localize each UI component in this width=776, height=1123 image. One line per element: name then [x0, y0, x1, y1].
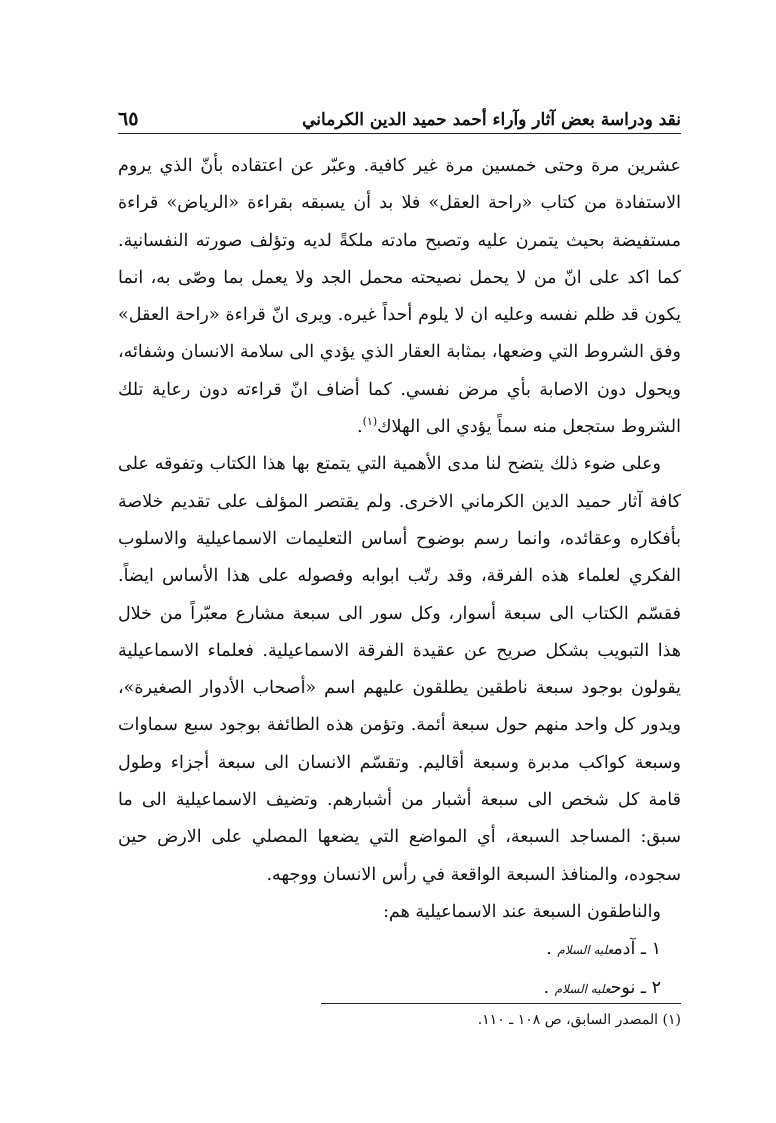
- paragraph: عشرين مرة وحتى خمسين مرة غير كافية. وعبّر عن اعتقاده بأنّ الذي يروم الاستفادة من كتاب «راحة العقل» فلا بد أن يسبقه بقراءة «الرياض» قراءة مستفيضة بحيث يتمرن عليه وتصبح مادته ملكةً لديه وتؤلف صورته النفسانية. كما اكد على انّ من لا يحمل نصيحته محمل الجد ولا يعمل بما وصّى به، انما يكون قد ظلم نفسه وعليه ان لا يلوم أحداً غيره. ويرى انّ قراءة «راحة العقل» وفق الشروط التي وضعها، بمثابة العقار الذي يؤدي الى سلامة الانسان وشفائه، ويحول دون الاصابة بأي مرض نفسي. كما أضاف انّ قراءته دون رعاية تلك الشروط ستجعل منه سماً يؤدي الى الهلاك$^{(١)}$.: [118, 156, 681, 438]
- paragraph: والناطقون السبعة عند الاسماعيلية هم:: [383, 901, 661, 922]
- list-item-label: ٢ ـ نوح: [610, 977, 661, 998]
- running-title: نقد ودراسة بعض آثار وآراء أحمد حميد الدين الكرماني: [302, 110, 681, 130]
- page-number: ٦٥: [118, 108, 139, 130]
- footnote-divider: [321, 1003, 681, 1004]
- list-item: [118, 931, 681, 969]
- list-item-end: .: [546, 939, 558, 960]
- honorific-ligature: عليه السلام: [554, 981, 611, 996]
- header-divider: [118, 133, 681, 134]
- body-text: [118, 148, 681, 1008]
- list-item-label: ١ ـ آدم: [613, 939, 661, 960]
- paragraph-text: عشرين مرة وحتى خمسين مرة غير كافية. وعبّر عن اعتقاده بأنّ الذي يروم الاستفادة من كتاب «راحة العقل» فلا بد أن يسبقه بقراءة «الرياض» قراءة مستفيضة بحيث يتمرن عليه وتصبح مادته ملكةً لديه وتؤلف صورته النفسانية. كما اكد على انّ من لا يحمل نصيحته محمل الجد ولا يعمل بما وصّى به، انما يكون قد ظلم نفسه وعليه ان لا يلوم أحداً غيره. ويرى انّ قراءة «راحة العقل» وفق الشروط التي وضعها، بمثابة العقار الذي يؤدي الى سلامة الانسان وشفائه، ويحول دون الاصابة بأي مرض نفسي. كما أضاف انّ قراءته دون رعاية تلك الشروط ستجعل منه سماً يؤدي الى الهلاك: [118, 156, 681, 438]
- running-header: [118, 96, 681, 130]
- footnote: (١) المصدر السابق، ص ١٠٨ ـ ١١٠.: [477, 1012, 681, 1028]
- footnote-reference: (١): [362, 415, 378, 429]
- honorific-ligature: عليه السلام: [557, 943, 614, 958]
- list-item-end: .: [543, 977, 555, 998]
- paragraph: وعلى ضوء ذلك يتضح لنا مدى الأهمية التي يتمتع بها هذا الكتاب وتفوقه على كافة آثار حميد الدين الكرماني الاخرى. ولم يقتصر المؤلف على تقديم خلاصة بأفكاره وعقائده، وانما رسم بوضوح أساس التعليمات الاسماعيلية والاسلوب الفكري لعلماء هذه الفرقة، وقد رتّب ابوابه وفصوله على هذا الأساس ايضاً. فقسّم الكتاب الى سبعة أسوار، وكل سور الى سبعة مشارع معبّراً من خلال هذا التبويب بشكل صريح عن عقيدة الفرقة الاسماعيلية. فعلماء الاسماعيلية يقولون بوجود سبعة ناطقين يطلقون عليهم اسم «أصحاب الأدوار الصغيرة»، ويدور كل واحد منهم حول سبعة أئمة. وتؤمن هذه الطائفة بوجود سبع سماوات وسبعة كواكب مدبرة وسبعة أقاليم. وتقسّم الانسان الى سبعة أجزاء وطول قامة كل شخص الى سبعة أشبار من أشبارهم. وتضيف الاسماعيلية الى ما سبق: المساجد السبعة، أي المواضع التي يضعها المصلي على الارض حين سجوده، والمنافذ السبعة الواقعة في رأس الانسان ووجهه.: [118, 454, 681, 885]
